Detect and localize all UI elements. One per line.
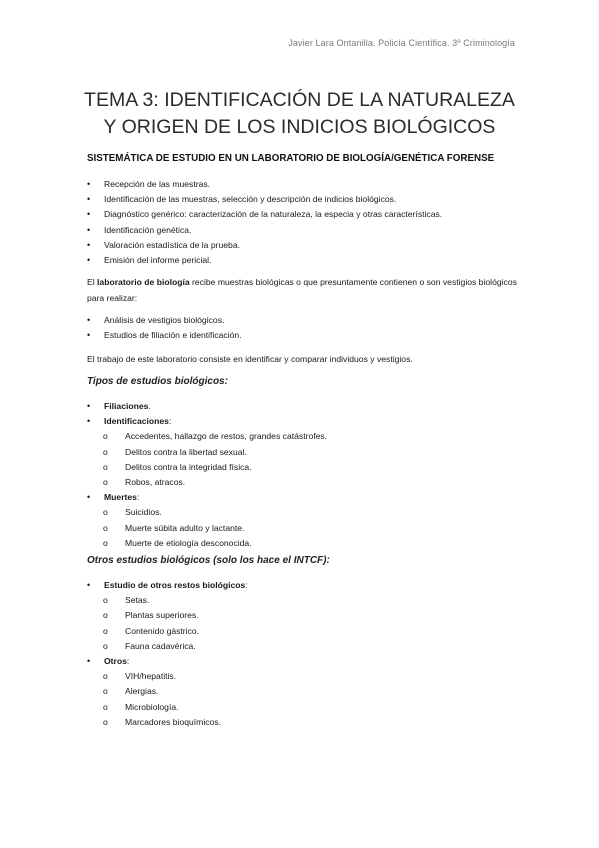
- sublist-container: [87, 505, 327, 551]
- sublist-container: [87, 593, 248, 654]
- item-suffix: :: [168, 416, 172, 427]
- section-heading-sistematica: SISTEMÁTICA DE ESTUDIO EN UN LABORATORIO DE BIOLOGÍA/GENÉTICA FORENSE: [87, 153, 495, 164]
- running-header: Javier Lara Ontanilla. Policía Científica. 3º Criminología: [288, 38, 515, 48]
- page-title: [60, 87, 539, 141]
- list-item: • Identificación de las muestras, selección y descripción de indicios biológicos.: [87, 192, 442, 207]
- list-item: • Valoración estadística de la prueba.: [87, 238, 442, 253]
- item-suffix: :: [245, 580, 248, 590]
- sub-item: o Robos, atracos.: [103, 475, 327, 490]
- sub-item: o Contenido gástrico.: [103, 624, 248, 639]
- sub-item: o Fauna cadavérica.: [103, 639, 248, 654]
- sub-item: o Microbiología.: [103, 700, 248, 715]
- sub-item: o Muerte súbita adulto y lactante.: [103, 521, 327, 536]
- item-label: Otros: [104, 655, 127, 666]
- item-label: Identificaciones: [104, 416, 169, 427]
- sublist-container: [87, 669, 248, 730]
- analisis-list: [87, 313, 242, 343]
- sub-item: o Delitos contra la libertad sexual.: [103, 445, 327, 460]
- list-item-restos: [87, 578, 248, 593]
- tipos-list: [87, 399, 327, 551]
- list-item: • Diagnóstico genérico: caracterización de la naturaleza, la especia y otras características.: [87, 207, 442, 222]
- para-bold: laboratorio de biología: [97, 277, 190, 287]
- sub-item: o Marcadores bioquímicos.: [103, 715, 248, 730]
- otros-sublist: [87, 669, 248, 730]
- list-item: • Análisis de vestigios biológicos.: [87, 313, 242, 328]
- sub-item: o Setas.: [103, 593, 248, 608]
- restos-sublist: [87, 593, 248, 654]
- item-suffix: :: [136, 492, 140, 503]
- paragraph-trabajo: El trabajo de este laboratorio consiste en identificar y comparar individuos y vestigios.: [87, 354, 413, 364]
- subheading-otros: Otros estudios biológicos (solo los hace el INTCF):: [87, 555, 330, 566]
- sub-item: o Plantas superiores.: [103, 608, 248, 623]
- subheading-tipos: Tipos de estudios biológicos:: [87, 376, 228, 387]
- item-suffix: :: [126, 655, 130, 666]
- item-label: Estudio de otros restos biológicos: [104, 580, 246, 590]
- sistematica-list: [87, 177, 442, 268]
- item-label: Filiaciones: [104, 401, 149, 411]
- item-suffix: .: [148, 401, 151, 411]
- paragraph-laboratorio: [87, 275, 517, 306]
- sub-item: o VIH/hepatitis.: [103, 669, 248, 684]
- sub-item: o Muerte de etiología desconocida.: [103, 536, 327, 551]
- list-item: • Identificación genética.: [87, 223, 442, 238]
- sub-item: o Alergias.: [103, 684, 248, 699]
- list-item: • Emisión del informe pericial.: [87, 253, 442, 268]
- list-item-muertes: [87, 490, 327, 505]
- sub-item: o Delitos contra la integridad física.: [103, 460, 327, 475]
- otros-list: [87, 578, 248, 730]
- list-item-identificaciones: [87, 414, 327, 429]
- para-rest: recibe muestras biológicas o que presuntamente contienen o son vestigios biológicos para realizar:: [87, 277, 517, 303]
- list-item-filiaciones: [87, 399, 327, 414]
- item-label: Muertes: [104, 492, 137, 503]
- list-item: • Recepción de las muestras.: [87, 177, 442, 192]
- list-item: • Estudios de filiación e identificación.: [87, 328, 242, 343]
- sublist-container: [87, 429, 327, 490]
- sub-item: o Suicidios.: [103, 505, 327, 520]
- identificaciones-sublist: [87, 429, 327, 490]
- title-line-2: Y ORIGEN DE LOS INDICIOS BIOLÓGICOS: [103, 116, 496, 139]
- title-line-1: TEMA 3: IDENTIFICACIÓN DE LA NATURALEZA: [84, 89, 515, 112]
- para-prefix: El: [87, 277, 98, 287]
- list-item-otros: [87, 654, 248, 669]
- muertes-sublist: [87, 505, 327, 551]
- sub-item: o Accedentes, hallazgo de restos, grandes catástrofes.: [103, 429, 327, 444]
